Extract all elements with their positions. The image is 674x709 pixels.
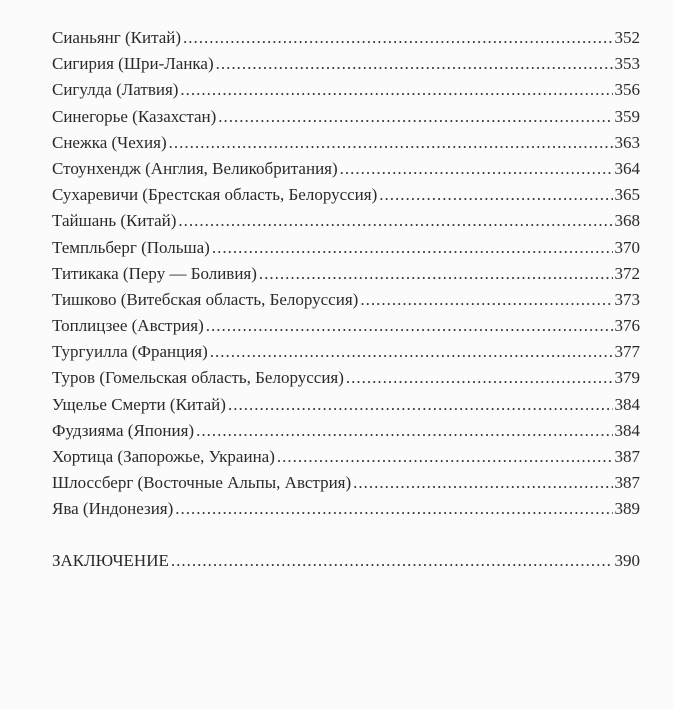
toc-entry-page: 387 bbox=[614, 473, 640, 493]
dot-leader bbox=[218, 104, 612, 130]
toc-entry-page: 377 bbox=[614, 342, 640, 362]
toc-entry bbox=[52, 496, 640, 522]
toc-entry-page: 376 bbox=[614, 316, 640, 336]
toc-entry-title: Туров (Гомельская область, Белоруссия) bbox=[52, 368, 344, 388]
toc-entry-page: 379 bbox=[614, 368, 640, 388]
toc-entry-page: 384 bbox=[614, 394, 640, 414]
toc-entry-page: 372 bbox=[614, 263, 640, 283]
toc-entry-page: 373 bbox=[614, 289, 640, 309]
toc-entry bbox=[52, 77, 640, 103]
toc-entry-title: Титикака (Перу — Боливия) bbox=[52, 263, 257, 283]
dot-leader bbox=[353, 470, 612, 496]
dot-leader bbox=[196, 418, 612, 444]
toc-entry-page: 352 bbox=[614, 28, 640, 47]
toc-entry bbox=[52, 130, 640, 156]
toc-entry-page: 370 bbox=[614, 237, 640, 257]
dot-leader bbox=[171, 548, 613, 574]
dot-leader bbox=[178, 208, 612, 234]
toc-entry bbox=[52, 182, 640, 208]
dot-leader bbox=[180, 77, 612, 103]
dot-leader bbox=[277, 444, 613, 470]
toc-entry-title: Сианьянг (Китай) bbox=[52, 28, 182, 47]
toc-entry-title: Синегорье (Казахстан) bbox=[52, 106, 217, 126]
toc-entry-title: Фудзияма (Япония) bbox=[52, 420, 195, 440]
toc-entry-title: Ущелье Смерти (Китай) bbox=[52, 394, 226, 414]
toc-entry-page: 365 bbox=[614, 185, 640, 205]
toc-entry-page: 368 bbox=[614, 211, 640, 231]
toc-entry bbox=[52, 365, 640, 391]
toc-entry-page: 384 bbox=[614, 420, 640, 440]
toc-entry-page: 390 bbox=[614, 551, 640, 570]
toc-entry-title: Стоунхендж (Англия, Великобритания) bbox=[52, 158, 338, 178]
toc-entry bbox=[52, 548, 640, 574]
dot-leader bbox=[169, 130, 613, 156]
table-of-contents bbox=[52, 25, 640, 523]
dot-leader bbox=[259, 261, 613, 287]
toc-entry-title: Ява (Индонезия) bbox=[52, 499, 174, 519]
dot-leader bbox=[183, 25, 612, 51]
toc-conclusion bbox=[52, 548, 640, 574]
toc-entry-title: Шлоссберг (Восточные Альпы, Австрия) bbox=[52, 473, 352, 493]
toc-entry bbox=[52, 156, 640, 182]
dot-leader bbox=[379, 182, 612, 208]
toc-entry-page: 356 bbox=[614, 80, 640, 100]
toc-entry-page: 353 bbox=[614, 54, 640, 74]
toc-entry-title: Сигирия (Шри-Ланка) bbox=[52, 54, 214, 74]
toc-entry bbox=[52, 25, 640, 51]
toc-entry bbox=[52, 313, 640, 339]
toc-entry bbox=[52, 287, 640, 313]
toc-entry bbox=[52, 470, 640, 496]
toc-entry-title: Тургуилла (Франция) bbox=[52, 342, 208, 362]
toc-entry bbox=[52, 392, 640, 418]
toc-entry-page: 363 bbox=[614, 132, 640, 152]
toc-entry-title: Снежка (Чехия) bbox=[52, 132, 167, 152]
toc-entry-page: 389 bbox=[614, 499, 640, 519]
toc-entry-page: 364 bbox=[614, 158, 640, 178]
toc-entry-title: Топлицзее (Австрия) bbox=[52, 316, 204, 336]
dot-leader bbox=[340, 156, 613, 182]
toc-entry bbox=[52, 261, 640, 287]
dot-leader bbox=[175, 496, 612, 522]
dot-leader bbox=[228, 392, 613, 418]
dot-leader bbox=[216, 51, 613, 77]
toc-entry-page: 387 bbox=[614, 447, 640, 466]
toc-entry bbox=[52, 418, 640, 444]
toc-entry bbox=[52, 208, 640, 234]
dot-leader bbox=[210, 339, 613, 365]
toc-entry-title: Сигулда (Латвия) bbox=[52, 80, 179, 100]
toc-entry-title: Тишково (Витебская область, Белоруссия) bbox=[52, 289, 359, 309]
dot-leader bbox=[346, 365, 613, 391]
toc-entry-page: 359 bbox=[614, 106, 640, 126]
toc-entry bbox=[52, 444, 640, 470]
toc-entry bbox=[52, 339, 640, 365]
toc-entry bbox=[52, 51, 640, 77]
dot-leader bbox=[360, 287, 612, 313]
toc-entry bbox=[52, 235, 640, 261]
dot-leader bbox=[206, 313, 613, 339]
toc-entry-title: ЗАКЛЮЧЕНИЕ bbox=[52, 551, 169, 570]
toc-entry-title: Тайшань (Китай) bbox=[52, 211, 177, 231]
toc-entry bbox=[52, 104, 640, 130]
toc-entry-title: Хортица (Запорожье, Украина) bbox=[52, 447, 275, 466]
toc-entry-title: Темпльберг (Польша) bbox=[52, 237, 210, 257]
dot-leader bbox=[212, 235, 613, 261]
toc-entry-title: Сухаревичи (Брестская область, Белоруссия) bbox=[52, 185, 378, 205]
